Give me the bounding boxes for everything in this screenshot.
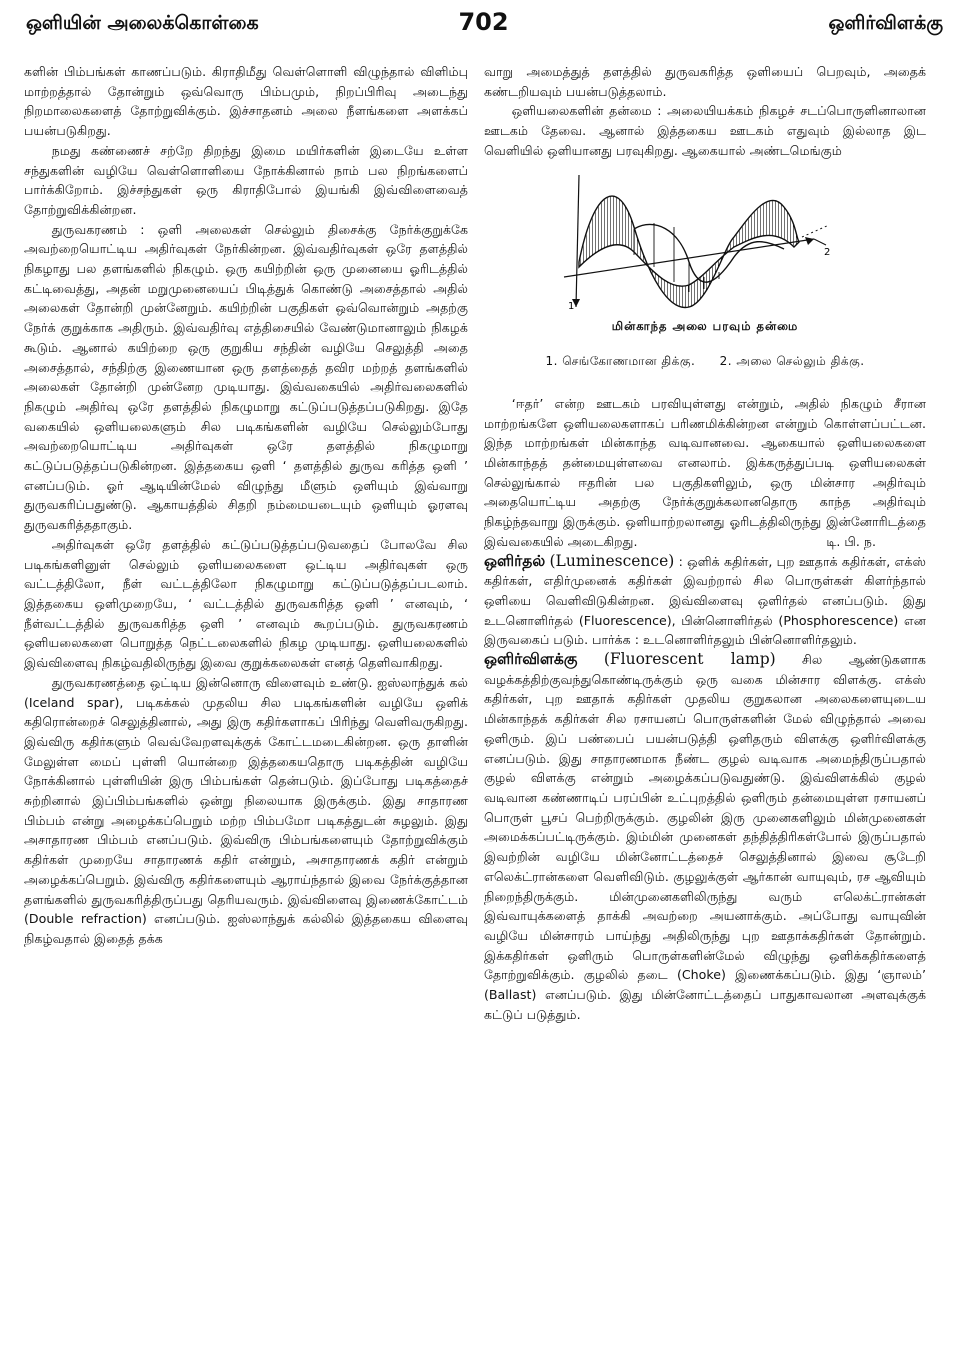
figure-legend bbox=[484, 352, 926, 372]
paragraph-eyelash: நமது கண்ணைச் சற்றே திறந்து இமை மயிர்களின் இடையே உள்ள சந்துகளின் வழியே வெள்ளொளியை நோக்கினால் நாம் பல நிறங்களைப் பார்க்கிறோம். இச்சந்துகள் ஒரு கிராதிபோல் இயங்கி இவ்விளைவைத் தோற்றுவிக்கின்றன. bbox=[24, 142, 468, 217]
header-right-title: ஒளிர்விளக்கு bbox=[828, 12, 943, 34]
page-header bbox=[20, 8, 947, 48]
em-wave-figure bbox=[484, 167, 926, 317]
figure-label-1: 1 bbox=[568, 300, 575, 312]
entry-fluorescent-lamp bbox=[484, 650, 926, 1024]
entry-luminescence-body: : ஒளிக் கதிர்கள், புற ஊதாக் கதிர்கள், எக்ஸ் கதிர்கள், எதிர்முனைக் கதிர்கள் இவற்றால் சில பொருள்கள் கிளர்ந்தால் ஒளியை வெளிவிடுகின்றன. இவ்விளைவு ஒளிர்தல் எனப்படும். இது உடனொளிர்தல் (Fluorescence), பின்னொளிர்தல் (Phosphorescence) என இருவகைப் படும். பார்க்க : உடனொளிர்தலும் பின்னொளிர்தலும். bbox=[484, 553, 927, 648]
figure-caption: மின்காந்த அலை பரவும் தன்மை bbox=[611, 318, 799, 333]
entry-fluorescent-lamp-english: (Fluorescent lamp) bbox=[603, 650, 776, 669]
legend-item-2: 2. அலை செல்லும் திக்கு. bbox=[719, 354, 865, 369]
legend-item-1: 1. செங்கோணமான திக்கு. bbox=[545, 354, 696, 369]
entry-luminescence-title: ஒளிர்தல் bbox=[484, 551, 546, 570]
page-number: 702 bbox=[458, 8, 509, 36]
right-column bbox=[484, 62, 926, 1024]
vertical-axis bbox=[576, 175, 579, 307]
author-initials: டி. பி. ந. bbox=[826, 533, 876, 549]
header-left-title: ஒளியின் அலைக்கொள்கை bbox=[26, 12, 259, 34]
left-column bbox=[24, 62, 468, 949]
paragraph-continued: வாறு அமைத்துத் தளத்தில் துருவகரித்த ஒளியைப் பெறவும், அதைக் கண்டறியவும் பயன்படுத்தலாம். bbox=[484, 64, 926, 99]
paragraph-circular-polarization: அதிர்வுகள் ஒரே தளத்தில் கட்டுப்படுத்தப்படுவதைப் போலவே சில படிகங்களினுள் செல்லும் ஒளியலைகளை ஒட்டிய அதிர்வுகள் ஒரு வட்டத்திலோ, நீள் வட்டத்திலோ நிகழுமாறு கட்டுப்படுத்தப்படலாம். இத்தகைய ஒளிமுறையே, ‘ வட்டத்தில் துருவகரித்த ஒளி ’ எனவும், ‘ நீள்வட்டத்தில் துருவகரித்த ஒளி ’ எனவும் கூறப்படும். துருவகரணம் ஒளியலைகளை பொறுத்த நெட்டலைகளில் நிகழ முடியாது. ஒளியலைகளில் இவ்விளைவு நிகழ்வதிலிருந்து இவை குறுக்கலைகள் எனத் தெளிவாகிறது. bbox=[24, 536, 468, 671]
entry-fluorescent-lamp-title: ஒளிர்விளக்கு bbox=[484, 650, 578, 669]
dotted-extension bbox=[802, 225, 829, 237]
paragraph-double-refraction: துருவகரணத்தை ஒட்டிய இன்னொரு விளைவும் உண்டு. ஐஸ்லாந்துக் கல் (Iceland spar), படிகக்கல் முதலிய சில படிகங்களின் வழியே ஒளிக் கதிரொன்றைச் செலுத்தினால், அது இரு கதிர்களாகப் பிரிந்து வெளிவருகிறது. இவ்விரு கதிர்களும் வெவ்வேறளவுக்குக் கோட்டமடைகின்றன. ஒரு தாளின் மேலுள்ள மைப் புள்ளி யொன்றை இத்தகையதொரு படிகத்தின் வழியே நோக்கினால் புள்ளியின் இரு பிம்பங்கள் தென்படும். இப்போது படிகத்தைச் சுற்றினால் இப்பிம்பங்களில் ஒன்று நிலையாக இருக்கும். இது சாதாரண பிம்பம் என்று அழைக்கப்பெறும் மற்ற பிம்பமோ படிகத்துடன் சுழலும். இது அசாதாரண பிம்பம் எனப்படும். இவ்விரு பிம்பங்களையும் தோற்றுவிக்கும் கதிர்கள் முறையே சாதாரணக் கதிர் என்றும், அசாதாரணக் கதிர் என்றும் அழைக்கப்பெறும். இவ்விரு கதிர்களையும் ஆராய்ந்தால் இவை நேர்க்குத்தான தளங்களில் துருவகரித்திருப்பது தெரியவரும். இவ்விளைவு இணைக்கோட்டம் (Double refraction) எனப்படும். ஐஸ்லாந்துக் கல்லில் இத்தகைய விளைவு நிகழ்வதால் இதைத் தக்க bbox=[24, 674, 468, 946]
entry-fluorescent-lamp-body: சில ஆண்டுகளாக வழக்கத்திற்குவந்துகொண்டிருக்கும் ஒரு வகை மின்சார விளக்கு. எக்ஸ் கதிர்கள், புற ஊதாக் கதிர்கள் முதலிய குறுகலான அலைகளையுடைய மின்காந்தக் கதிர்கள் சில ரசாயனப் பொருள்களின் மேல் விழுந்தால் அவை ஒளிரும். இப் பண்பைப் பயன்படுத்தி ஒளிதரும் விளக்கு ஒளிர்விளக்கு எனப்படும். இது சாதாரணமாக நீண்ட குழல் வடிவாக அமைந்திருப்பதால் குழல் விளக்கு என்றும் அழைக்கப்படுவதுண்டு. இவ்விளக்கில் குழல் வடிவான கண்ணாடிப் பரப்பின் உட்புறத்தில் ஒளிரும் தன்மையுள்ள ரசாயனப் பொருள் பூசப் பெற்றிருக்கும். குழலின் இரு முனைகளிலும் மின்முனைகள் அமைக்கப்பட்டிருக்கும். இம்மின் முனைகள் தந்தித்திரிகள்போல் இருப்பதால் இவற்றின் வழியே மின்னோட்டத்தைச் செலுத்தினால் இவை சூடேறி எலெக்ட்ரான்களை வெளிவிடும். குழலுக்குள் ஆர்கான் வாயுவும், ரச ஆவியும் நிறைந்திருக்கும். மின்முனைகளிலிருந்து வரும் எலெக்ட்ரான்கள் இவ்வாயுக்களைத் தாக்கி அவற்றை அயனாக்கும். அப்போது வாயுவின் வழியே மின்சாரம் பாய்ந்து அதிலிருந்து புற ஊதாக்கதிர்கள் தோன்றும். இக்கதிர்கள் ஒளிரும் பொருள்களின்மேல் விழுந்து ஒளிக்கதிர்களைத் தோற்றுவிக்கும். குழலில் தடை (Choke) இணைக்கப்படும். இது ‘ஞாலம்’ (Ballast) எனப்படும். இது மின்னோட்டத்தைப் பாதுகாவலான அளவுக்குக் கட்டுப் படுத்தும். bbox=[484, 652, 926, 1022]
direction-tick bbox=[814, 239, 826, 245]
paragraph-nature-of-light: ஒளியலைகளின் தன்மை : அலையியக்கம் நிகழச் சடப்பொருளினாலான ஊடகம் தேவை. ஆனால் இத்தகைய ஊடகம் எதுவும் இல்லாத இட வெளியில் ஒளியானது பரவுகிறது. ஆகையால் அண்டமெங்கும் bbox=[484, 103, 926, 158]
entry-luminescence-english: (Luminescence) bbox=[549, 551, 675, 570]
paragraph-ether: ‘ஈதர்’ என்ற ஊடகம் பரவியுள்ளது என்றும், அதில் நிகழும் சீரான மாற்றங்களே ஒளியலைகளாகப் பரிணமிக்கின்றன என்றும் கொள்ளப்பட்டன. இந்த மாற்றங்கள் மின்காந்த வடிவானவை. ஆகையால் ஒளியலைகளை மின்காந்தத் தன்மையுள்ளவை எனலாம். இக்கருத்துப்படி ஒளியலைகள் செல்லுங்கால் ஈதரின் பல பகுதிகளிலும், ஒரு மின்சார அதிர்வும் அதையொட்டிய அதற்கு நேர்க்குறுக்கலானதொரு காந்த அதிர்வும் நிகழ்ந்தவாறு இருக்கும். ஒளியாற்றலானது ஓரிடத்திலிருந்து இன்னோரிடத்தை இவ்வகையில் அடைகிறது. bbox=[484, 395, 926, 549]
paragraph-polarization: துருவகரணம் : ஒளி அலைகள் செல்லும் திசைக்கு நேர்க்குறுக்கே அவற்றையொட்டிய அதிர்வுகள் நேர்கின்றன. இவ்வதிர்வுகள் ஒரே தளத்தில் நிகழாது பல தளங்களில் நிகழும். ஒரு கயிற்றின் ஒரு முனையை ஓரிடத்தில் கட்டிவைத்து, அதன் மறுமுனையைப் பிடித்துக் கொண்டு அசைத்தால் அதில் அலைகள் தோன்றி முன்னேறும். கயிற்றின் பகுதிகள் ஒவ்வொன்றும் அதற்கு நேர்க் குறுக்காக அதிரும். இவ்வதிர்வு எத்திசையில் வேண்டுமானாலும் நிகழக் கூடும். ஆனால் கயிற்றை ஒரு குறுகிய சந்தின் வழியே செலுத்தி அதை அசைத்தால், சந்திற்கு இணையான ஒரு தளத்தைத் தவிர மற்றத் தளங்களில் அலைகள் தோன்றி முன்னேற முடியாது. இவ்வகையில் அதிர்வலைகளில் நிகழும் அதிர்வு ஒரே தளத்தில் நிகழுமாறு கட்டுப்படுத்தப்படுகிறது. இதே வகையில் ஒளியலைகளும் சில படிகங்களின் வழியே செல்லும்போது அவற்றையொட்டிய அதிர்வுகள் ஒரே தளத்தில் நிகழுமாறு கட்டுப்படுத்தப்படுகின்றன. இத்தகைய ஒளி ‘ தளத்தில் துருவ கரித்த ஒளி ’ எனப்படும். ஓர் ஆடியின்மேல் விழுந்து மீளும் ஒளியும் இவ்வாறு துருவகரிப்பதுண்டு. ஆகாயத்தில் சிதறி நம்மையடையும் ஒளியும் ஓரளவு துருவகரித்ததாகும். bbox=[24, 221, 468, 533]
paragraph-grating: களின் பிம்பங்கள் காணப்படும். கிராதிமீது வெள்ளொளி விழுந்தால் விளிம்பு மாற்றத்தால் தோன்றும் ஒவ்வொரு பிம்பமும், நிறப்பிரிவு அடைந்து நிறமாலைகளைத் தோற்றுவிக்கும். இச்சாதனம் அலை நீளங்களை அளக்கப் பயன்படுகிறது. bbox=[24, 64, 468, 139]
entry-luminescence bbox=[484, 552, 926, 651]
em-wave-diagram bbox=[484, 167, 926, 317]
figure-label-2: 2 bbox=[824, 246, 831, 258]
